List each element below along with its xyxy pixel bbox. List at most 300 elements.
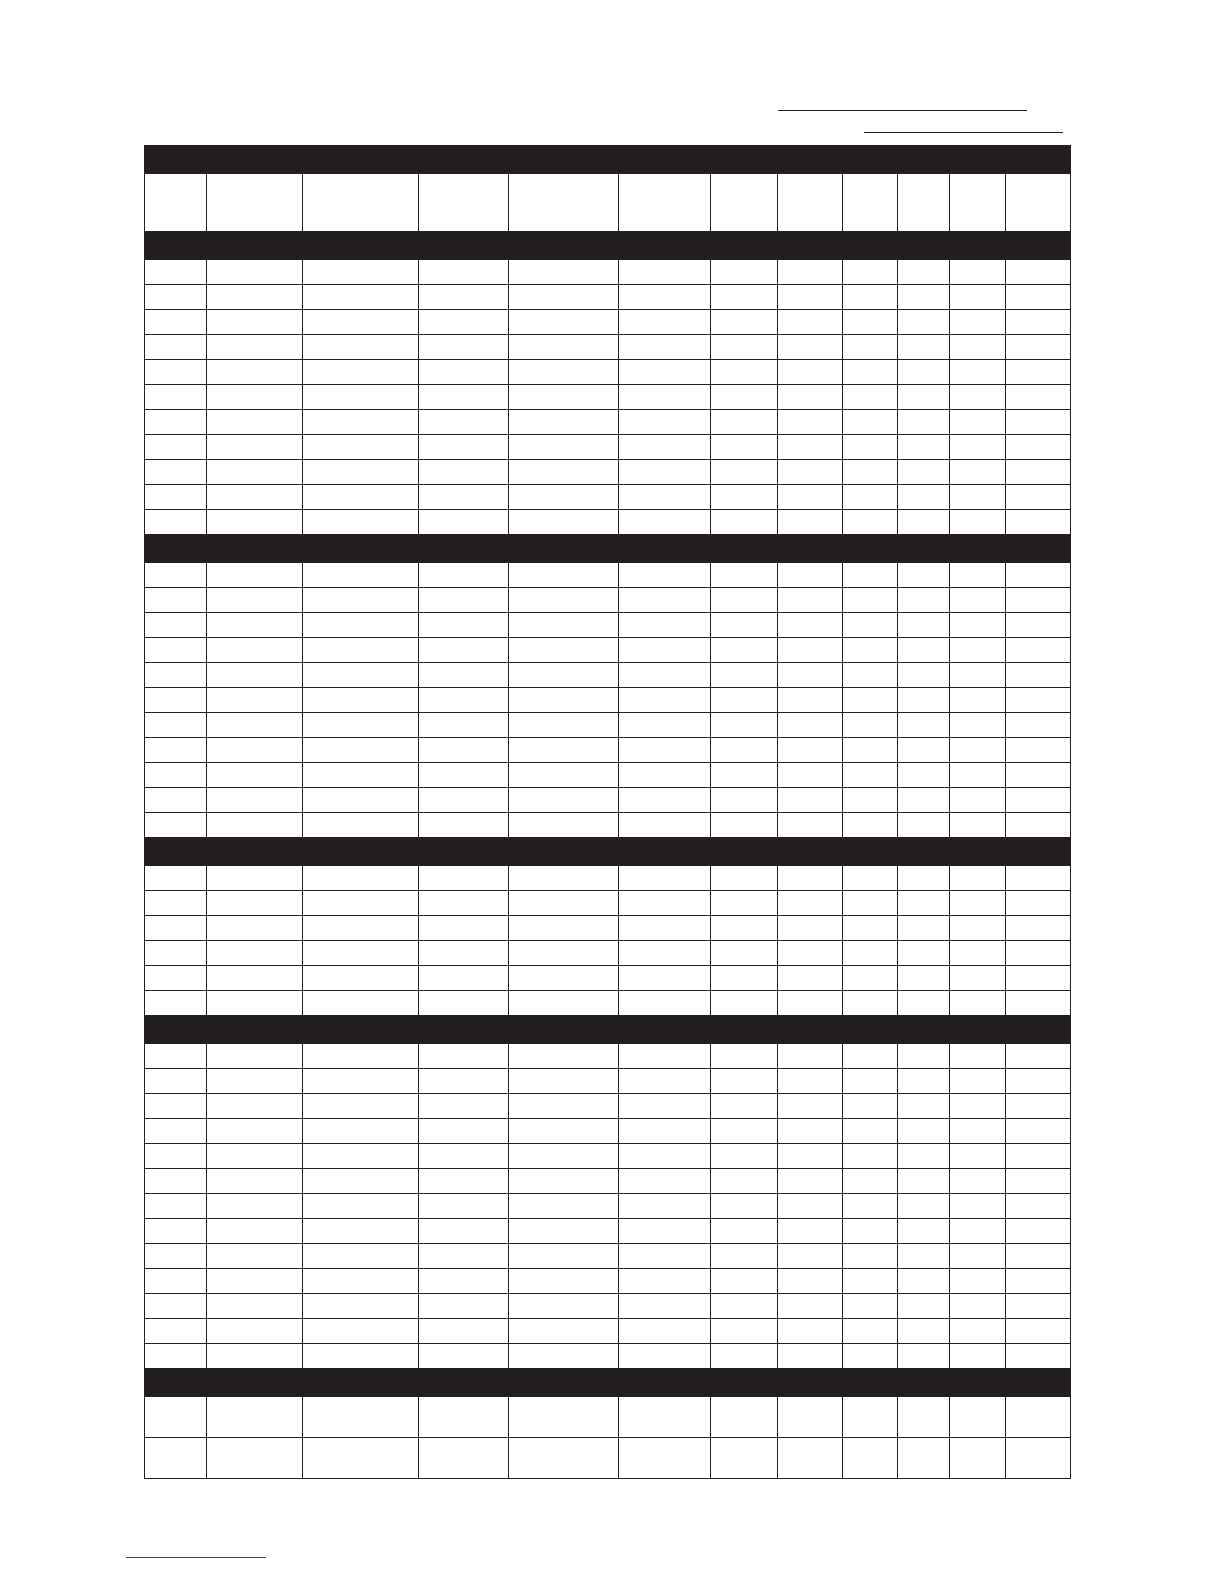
table-cell[interactable] bbox=[145, 1119, 207, 1144]
table-cell[interactable] bbox=[619, 1094, 711, 1119]
table-cell[interactable] bbox=[778, 174, 843, 232]
table-cell[interactable] bbox=[419, 410, 509, 435]
table-cell[interactable] bbox=[950, 941, 1006, 966]
table-cell[interactable] bbox=[619, 1438, 711, 1479]
table-cell[interactable] bbox=[711, 260, 778, 285]
table-cell[interactable] bbox=[145, 1169, 207, 1194]
table-cell[interactable] bbox=[619, 1169, 711, 1194]
table-cell[interactable] bbox=[419, 485, 509, 510]
table-cell[interactable] bbox=[207, 966, 303, 991]
table-cell[interactable] bbox=[711, 813, 778, 838]
table-cell[interactable] bbox=[509, 285, 619, 310]
table-cell[interactable] bbox=[619, 335, 711, 360]
table-cell[interactable] bbox=[950, 1094, 1006, 1119]
table-cell[interactable] bbox=[207, 1169, 303, 1194]
table-cell[interactable] bbox=[1006, 688, 1071, 713]
table-cell[interactable] bbox=[843, 1069, 898, 1094]
table-cell[interactable] bbox=[145, 991, 207, 1016]
table-cell[interactable] bbox=[778, 1344, 843, 1369]
table-cell[interactable] bbox=[145, 1244, 207, 1269]
table-cell[interactable] bbox=[843, 788, 898, 813]
table-cell[interactable] bbox=[145, 385, 207, 410]
table-cell[interactable] bbox=[950, 866, 1006, 891]
table-cell[interactable] bbox=[898, 1294, 950, 1319]
table-cell[interactable] bbox=[619, 1069, 711, 1094]
table-cell[interactable] bbox=[843, 688, 898, 713]
table-cell[interactable] bbox=[898, 1438, 950, 1479]
table-cell[interactable] bbox=[711, 1319, 778, 1344]
table-cell[interactable] bbox=[898, 485, 950, 510]
table-cell[interactable] bbox=[303, 1119, 419, 1144]
table-cell[interactable] bbox=[898, 1344, 950, 1369]
table-cell[interactable] bbox=[419, 1397, 509, 1438]
table-cell[interactable] bbox=[778, 1319, 843, 1344]
table-cell[interactable] bbox=[843, 991, 898, 1016]
table-cell[interactable] bbox=[711, 1194, 778, 1219]
table-cell[interactable] bbox=[843, 738, 898, 763]
table-cell[interactable] bbox=[1006, 1169, 1071, 1194]
table-cell[interactable] bbox=[419, 1319, 509, 1344]
table-cell[interactable] bbox=[207, 563, 303, 588]
table-cell[interactable] bbox=[1006, 260, 1071, 285]
table-cell[interactable] bbox=[509, 310, 619, 335]
table-cell[interactable] bbox=[711, 713, 778, 738]
table-cell[interactable] bbox=[1006, 613, 1071, 638]
table-cell[interactable] bbox=[509, 738, 619, 763]
table-cell[interactable] bbox=[711, 941, 778, 966]
table-cell[interactable] bbox=[419, 1169, 509, 1194]
table-cell[interactable] bbox=[509, 1144, 619, 1169]
table-cell[interactable] bbox=[778, 1244, 843, 1269]
table-cell[interactable] bbox=[711, 435, 778, 460]
table-cell[interactable] bbox=[898, 1269, 950, 1294]
table-cell[interactable] bbox=[303, 941, 419, 966]
table-cell[interactable] bbox=[303, 738, 419, 763]
table-cell[interactable] bbox=[207, 688, 303, 713]
table-cell[interactable] bbox=[207, 460, 303, 485]
table-cell[interactable] bbox=[843, 260, 898, 285]
table-cell[interactable] bbox=[711, 663, 778, 688]
table-cell[interactable] bbox=[843, 813, 898, 838]
table-cell[interactable] bbox=[145, 563, 207, 588]
table-cell[interactable] bbox=[898, 788, 950, 813]
table-cell[interactable] bbox=[898, 763, 950, 788]
table-cell[interactable] bbox=[950, 1044, 1006, 1069]
table-cell[interactable] bbox=[711, 460, 778, 485]
table-cell[interactable] bbox=[419, 941, 509, 966]
table-cell[interactable] bbox=[303, 763, 419, 788]
table-cell[interactable] bbox=[711, 866, 778, 891]
table-cell[interactable] bbox=[778, 866, 843, 891]
table-cell[interactable] bbox=[843, 1244, 898, 1269]
table-cell[interactable] bbox=[509, 916, 619, 941]
table-cell[interactable] bbox=[1006, 1069, 1071, 1094]
table-cell[interactable] bbox=[1006, 1044, 1071, 1069]
table-cell[interactable] bbox=[950, 916, 1006, 941]
table-cell[interactable] bbox=[303, 713, 419, 738]
table-cell[interactable] bbox=[145, 891, 207, 916]
table-cell[interactable] bbox=[419, 1438, 509, 1479]
table-cell[interactable] bbox=[898, 460, 950, 485]
table-cell[interactable] bbox=[303, 788, 419, 813]
table-cell[interactable] bbox=[950, 688, 1006, 713]
table-cell[interactable] bbox=[145, 1044, 207, 1069]
table-cell[interactable] bbox=[303, 613, 419, 638]
table-cell[interactable] bbox=[898, 1219, 950, 1244]
table-cell[interactable] bbox=[898, 991, 950, 1016]
table-cell[interactable] bbox=[619, 410, 711, 435]
table-cell[interactable] bbox=[843, 941, 898, 966]
table-cell[interactable] bbox=[950, 813, 1006, 838]
table-cell[interactable] bbox=[711, 510, 778, 535]
table-cell[interactable] bbox=[303, 1069, 419, 1094]
table-cell[interactable] bbox=[509, 460, 619, 485]
table-cell[interactable] bbox=[303, 360, 419, 385]
table-cell[interactable] bbox=[950, 1169, 1006, 1194]
table-cell[interactable] bbox=[145, 713, 207, 738]
table-cell[interactable] bbox=[1006, 460, 1071, 485]
table-cell[interactable] bbox=[843, 460, 898, 485]
table-cell[interactable] bbox=[619, 385, 711, 410]
table-cell[interactable] bbox=[619, 1397, 711, 1438]
table-cell[interactable] bbox=[898, 1069, 950, 1094]
table-cell[interactable] bbox=[509, 1269, 619, 1294]
table-cell[interactable] bbox=[145, 966, 207, 991]
table-cell[interactable] bbox=[619, 891, 711, 916]
table-cell[interactable] bbox=[778, 1169, 843, 1194]
table-cell[interactable] bbox=[619, 738, 711, 763]
table-cell[interactable] bbox=[419, 460, 509, 485]
table-cell[interactable] bbox=[950, 738, 1006, 763]
table-cell[interactable] bbox=[619, 613, 711, 638]
table-cell[interactable] bbox=[950, 174, 1006, 232]
table-cell[interactable] bbox=[843, 588, 898, 613]
table-cell[interactable] bbox=[778, 941, 843, 966]
table-cell[interactable] bbox=[419, 1269, 509, 1294]
table-cell[interactable] bbox=[778, 410, 843, 435]
table-cell[interactable] bbox=[207, 1069, 303, 1094]
table-cell[interactable] bbox=[303, 310, 419, 335]
table-cell[interactable] bbox=[898, 285, 950, 310]
table-cell[interactable] bbox=[898, 1319, 950, 1344]
table-cell[interactable] bbox=[419, 638, 509, 663]
table-cell[interactable] bbox=[950, 788, 1006, 813]
table-cell[interactable] bbox=[950, 1244, 1006, 1269]
table-cell[interactable] bbox=[303, 1094, 419, 1119]
table-cell[interactable] bbox=[898, 335, 950, 360]
table-cell[interactable] bbox=[145, 310, 207, 335]
table-cell[interactable] bbox=[711, 688, 778, 713]
table-cell[interactable] bbox=[778, 485, 843, 510]
table-cell[interactable] bbox=[419, 991, 509, 1016]
table-cell[interactable] bbox=[207, 360, 303, 385]
table-cell[interactable] bbox=[619, 688, 711, 713]
table-cell[interactable] bbox=[950, 285, 1006, 310]
table-cell[interactable] bbox=[303, 1169, 419, 1194]
table-cell[interactable] bbox=[898, 638, 950, 663]
table-cell[interactable] bbox=[1006, 916, 1071, 941]
table-cell[interactable] bbox=[950, 713, 1006, 738]
table-cell[interactable] bbox=[419, 1344, 509, 1369]
table-cell[interactable] bbox=[509, 1438, 619, 1479]
table-cell[interactable] bbox=[843, 663, 898, 688]
table-cell[interactable] bbox=[898, 713, 950, 738]
table-cell[interactable] bbox=[207, 410, 303, 435]
table-cell[interactable] bbox=[898, 1044, 950, 1069]
table-cell[interactable] bbox=[843, 1194, 898, 1219]
table-cell[interactable] bbox=[619, 1219, 711, 1244]
table-cell[interactable] bbox=[950, 1144, 1006, 1169]
table-cell[interactable] bbox=[509, 1319, 619, 1344]
table-cell[interactable] bbox=[303, 916, 419, 941]
table-cell[interactable] bbox=[619, 638, 711, 663]
table-cell[interactable] bbox=[950, 588, 1006, 613]
table-cell[interactable] bbox=[509, 1344, 619, 1369]
table-cell[interactable] bbox=[419, 285, 509, 310]
table-cell[interactable] bbox=[1006, 866, 1071, 891]
table-cell[interactable] bbox=[1006, 1194, 1071, 1219]
table-cell[interactable] bbox=[303, 260, 419, 285]
table-cell[interactable] bbox=[1006, 1438, 1071, 1479]
table-cell[interactable] bbox=[207, 510, 303, 535]
table-cell[interactable] bbox=[1006, 1294, 1071, 1319]
table-cell[interactable] bbox=[778, 460, 843, 485]
table-cell[interactable] bbox=[207, 285, 303, 310]
table-cell[interactable] bbox=[898, 941, 950, 966]
table-cell[interactable] bbox=[843, 866, 898, 891]
table-cell[interactable] bbox=[207, 738, 303, 763]
table-cell[interactable] bbox=[1006, 1094, 1071, 1119]
table-cell[interactable] bbox=[419, 1144, 509, 1169]
table-cell[interactable] bbox=[778, 1144, 843, 1169]
table-cell[interactable] bbox=[1006, 1119, 1071, 1144]
table-cell[interactable] bbox=[711, 1144, 778, 1169]
table-cell[interactable] bbox=[145, 1294, 207, 1319]
table-cell[interactable] bbox=[509, 563, 619, 588]
table-cell[interactable] bbox=[843, 1294, 898, 1319]
table-cell[interactable] bbox=[619, 1194, 711, 1219]
table-cell[interactable] bbox=[711, 485, 778, 510]
table-cell[interactable] bbox=[145, 510, 207, 535]
table-cell[interactable] bbox=[509, 1244, 619, 1269]
table-cell[interactable] bbox=[509, 991, 619, 1016]
table-cell[interactable] bbox=[843, 1344, 898, 1369]
table-cell[interactable] bbox=[950, 410, 1006, 435]
table-cell[interactable] bbox=[778, 1269, 843, 1294]
table-cell[interactable] bbox=[1006, 1344, 1071, 1369]
table-cell[interactable] bbox=[898, 688, 950, 713]
table-cell[interactable] bbox=[303, 663, 419, 688]
table-cell[interactable] bbox=[207, 1294, 303, 1319]
table-cell[interactable] bbox=[207, 991, 303, 1016]
table-cell[interactable] bbox=[207, 1194, 303, 1219]
table-cell[interactable] bbox=[145, 1269, 207, 1294]
table-cell[interactable] bbox=[778, 916, 843, 941]
table-cell[interactable] bbox=[843, 1119, 898, 1144]
table-cell[interactable] bbox=[303, 1219, 419, 1244]
table-cell[interactable] bbox=[619, 588, 711, 613]
table-cell[interactable] bbox=[1006, 991, 1071, 1016]
table-cell[interactable] bbox=[207, 638, 303, 663]
table-cell[interactable] bbox=[419, 435, 509, 460]
table-cell[interactable] bbox=[950, 1194, 1006, 1219]
table-cell[interactable] bbox=[145, 866, 207, 891]
table-cell[interactable] bbox=[1006, 1397, 1071, 1438]
table-cell[interactable] bbox=[778, 713, 843, 738]
table-cell[interactable] bbox=[509, 174, 619, 232]
table-cell[interactable] bbox=[711, 1438, 778, 1479]
table-cell[interactable] bbox=[509, 510, 619, 535]
table-cell[interactable] bbox=[619, 713, 711, 738]
table-cell[interactable] bbox=[778, 1194, 843, 1219]
table-cell[interactable] bbox=[1006, 891, 1071, 916]
table-cell[interactable] bbox=[619, 663, 711, 688]
table-cell[interactable] bbox=[950, 310, 1006, 335]
table-cell[interactable] bbox=[207, 1344, 303, 1369]
table-cell[interactable] bbox=[509, 435, 619, 460]
table-cell[interactable] bbox=[419, 1244, 509, 1269]
table-cell[interactable] bbox=[950, 1344, 1006, 1369]
table-cell[interactable] bbox=[778, 385, 843, 410]
table-cell[interactable] bbox=[1006, 788, 1071, 813]
table-cell[interactable] bbox=[207, 916, 303, 941]
table-cell[interactable] bbox=[898, 966, 950, 991]
table-cell[interactable] bbox=[303, 335, 419, 360]
table-cell[interactable] bbox=[843, 1397, 898, 1438]
table-cell[interactable] bbox=[619, 310, 711, 335]
table-cell[interactable] bbox=[1006, 563, 1071, 588]
table-cell[interactable] bbox=[145, 613, 207, 638]
table-cell[interactable] bbox=[303, 285, 419, 310]
table-cell[interactable] bbox=[419, 1194, 509, 1219]
table-cell[interactable] bbox=[419, 866, 509, 891]
table-cell[interactable] bbox=[711, 310, 778, 335]
table-cell[interactable] bbox=[145, 460, 207, 485]
table-cell[interactable] bbox=[950, 435, 1006, 460]
table-cell[interactable] bbox=[843, 310, 898, 335]
table-cell[interactable] bbox=[145, 916, 207, 941]
table-cell[interactable] bbox=[207, 588, 303, 613]
table-cell[interactable] bbox=[1006, 485, 1071, 510]
table-cell[interactable] bbox=[898, 866, 950, 891]
table-cell[interactable] bbox=[711, 335, 778, 360]
table-cell[interactable] bbox=[207, 385, 303, 410]
table-cell[interactable] bbox=[303, 813, 419, 838]
table-cell[interactable] bbox=[843, 410, 898, 435]
table-cell[interactable] bbox=[145, 738, 207, 763]
table-cell[interactable] bbox=[898, 1244, 950, 1269]
table-cell[interactable] bbox=[950, 1397, 1006, 1438]
table-cell[interactable] bbox=[207, 941, 303, 966]
table-cell[interactable] bbox=[1006, 763, 1071, 788]
table-cell[interactable] bbox=[509, 1069, 619, 1094]
table-cell[interactable] bbox=[303, 1319, 419, 1344]
table-cell[interactable] bbox=[1006, 1144, 1071, 1169]
table-cell[interactable] bbox=[145, 638, 207, 663]
table-cell[interactable] bbox=[509, 1094, 619, 1119]
table-cell[interactable] bbox=[145, 335, 207, 360]
footer-link-underline[interactable] bbox=[126, 1557, 266, 1558]
table-cell[interactable] bbox=[778, 1119, 843, 1144]
table-cell[interactable] bbox=[898, 916, 950, 941]
table-cell[interactable] bbox=[778, 1069, 843, 1094]
table-cell[interactable] bbox=[778, 891, 843, 916]
table-cell[interactable] bbox=[778, 510, 843, 535]
table-cell[interactable] bbox=[419, 360, 509, 385]
table-cell[interactable] bbox=[419, 966, 509, 991]
table-cell[interactable] bbox=[619, 1144, 711, 1169]
table-cell[interactable] bbox=[207, 891, 303, 916]
table-cell[interactable] bbox=[619, 485, 711, 510]
table-cell[interactable] bbox=[898, 260, 950, 285]
table-cell[interactable] bbox=[509, 638, 619, 663]
table-cell[interactable] bbox=[207, 866, 303, 891]
table-cell[interactable] bbox=[303, 891, 419, 916]
table-cell[interactable] bbox=[419, 174, 509, 232]
table-cell[interactable] bbox=[843, 1219, 898, 1244]
table-cell[interactable] bbox=[419, 385, 509, 410]
table-cell[interactable] bbox=[898, 360, 950, 385]
table-cell[interactable] bbox=[619, 510, 711, 535]
table-cell[interactable] bbox=[778, 966, 843, 991]
table-cell[interactable] bbox=[303, 410, 419, 435]
table-cell[interactable] bbox=[778, 260, 843, 285]
table-cell[interactable] bbox=[509, 966, 619, 991]
table-cell[interactable] bbox=[1006, 285, 1071, 310]
table-cell[interactable] bbox=[950, 763, 1006, 788]
table-cell[interactable] bbox=[898, 385, 950, 410]
table-cell[interactable] bbox=[950, 360, 1006, 385]
table-cell[interactable] bbox=[843, 638, 898, 663]
table-cell[interactable] bbox=[711, 738, 778, 763]
table-cell[interactable] bbox=[419, 688, 509, 713]
table-cell[interactable] bbox=[898, 563, 950, 588]
table-cell[interactable] bbox=[778, 1044, 843, 1069]
table-cell[interactable] bbox=[1006, 813, 1071, 838]
table-cell[interactable] bbox=[1006, 385, 1071, 410]
table-cell[interactable] bbox=[843, 763, 898, 788]
table-cell[interactable] bbox=[711, 410, 778, 435]
table-cell[interactable] bbox=[898, 1169, 950, 1194]
table-cell[interactable] bbox=[1006, 1269, 1071, 1294]
table-cell[interactable] bbox=[145, 941, 207, 966]
table-cell[interactable] bbox=[711, 916, 778, 941]
table-cell[interactable] bbox=[509, 866, 619, 891]
table-cell[interactable] bbox=[303, 638, 419, 663]
table-cell[interactable] bbox=[1006, 360, 1071, 385]
table-cell[interactable] bbox=[1006, 966, 1071, 991]
table-cell[interactable] bbox=[207, 813, 303, 838]
table-cell[interactable] bbox=[419, 613, 509, 638]
table-cell[interactable] bbox=[303, 435, 419, 460]
table-cell[interactable] bbox=[1006, 588, 1071, 613]
table-cell[interactable] bbox=[419, 260, 509, 285]
table-cell[interactable] bbox=[711, 1397, 778, 1438]
table-cell[interactable] bbox=[1006, 713, 1071, 738]
table-cell[interactable] bbox=[619, 966, 711, 991]
table-cell[interactable] bbox=[843, 613, 898, 638]
table-cell[interactable] bbox=[711, 891, 778, 916]
table-cell[interactable] bbox=[619, 866, 711, 891]
table-cell[interactable] bbox=[711, 1294, 778, 1319]
table-cell[interactable] bbox=[619, 1319, 711, 1344]
table-cell[interactable] bbox=[843, 713, 898, 738]
table-cell[interactable] bbox=[145, 1094, 207, 1119]
table-cell[interactable] bbox=[509, 385, 619, 410]
table-cell[interactable] bbox=[145, 1319, 207, 1344]
table-cell[interactable] bbox=[711, 385, 778, 410]
table-cell[interactable] bbox=[711, 1044, 778, 1069]
